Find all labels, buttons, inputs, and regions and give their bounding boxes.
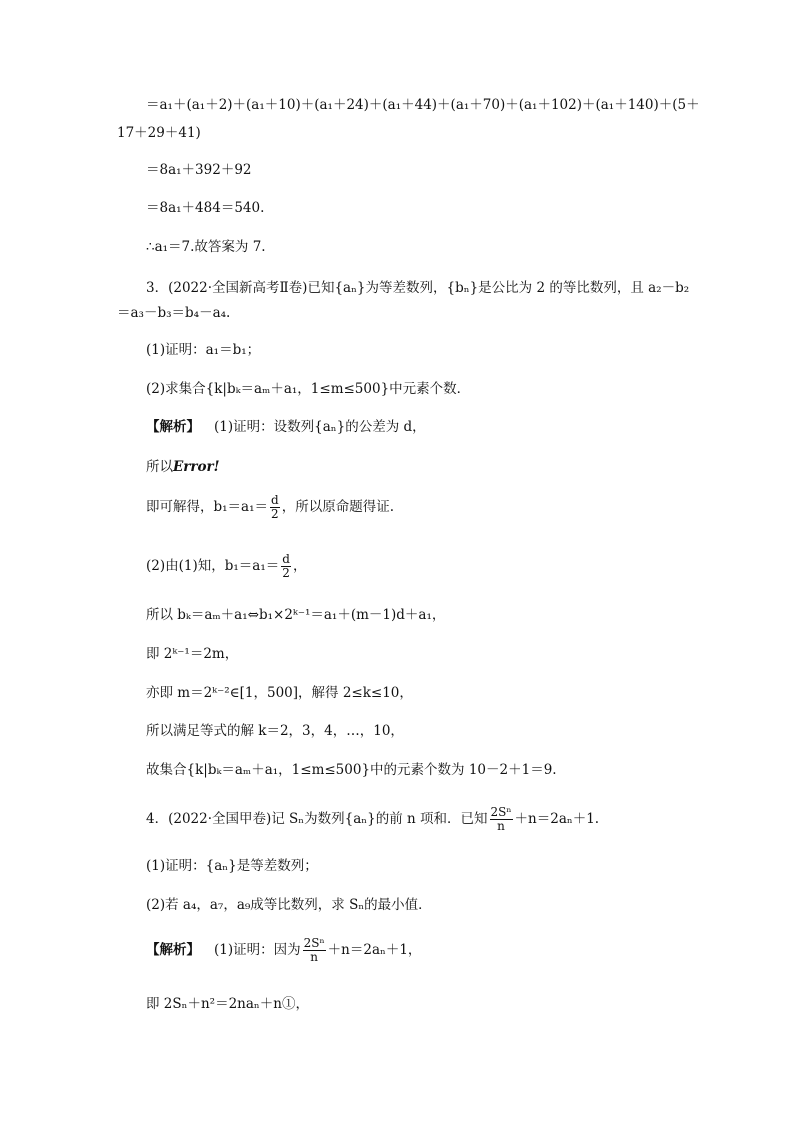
problem-4-part-2: (2)若 a₄，a₇，a₉成等比数列，求 Sₙ的最小值． (146, 897, 432, 913)
text: 4．(2022·全国甲卷)记 Sₙ为数列{aₙ}的前 n 项和．已知 (146, 811, 488, 827)
solution-tag: 【解析】 (146, 942, 200, 958)
solution-3-line-3 (146, 494, 394, 521)
equation-line-1: ＝a₁＋(a₁＋2)＋(a₁＋10)＋(a₁＋24)＋(a₁＋44)＋(a₁＋70)＋(a₁＋102)＋(a₁＋140)＋(5＋ (146, 97, 700, 113)
numerator: d (282, 552, 290, 566)
text: ， (292, 558, 307, 574)
problem-4-statement (146, 806, 599, 833)
fraction (281, 553, 291, 580)
solution-tag: 【解析】 (146, 419, 200, 435)
solution-3-line-4 (146, 553, 306, 580)
numerator: 2Sⁿ (303, 936, 325, 950)
text: ，所以原命题得证. (281, 499, 394, 515)
equation-line-2: 17＋29＋41) (117, 125, 201, 141)
equation-line-4: ＝8a₁＋484＝540. (146, 200, 265, 216)
text: ＋n＝2aₙ＋1， (327, 942, 422, 958)
problem-3-part-2: (2)求集合{k|bₖ＝aₘ＋a₁，1≤m≤500}中元素个数． (146, 381, 471, 397)
fraction (303, 937, 326, 964)
solution-3-line-6: 即 2ᵏ⁻¹＝2m， (146, 646, 239, 662)
numerator: 2Sⁿ (490, 805, 512, 819)
conclusion-line: ∴a₁＝7.故答案为 7. (146, 239, 266, 255)
solution-3-line-2 (146, 458, 220, 476)
denominator: n (310, 950, 319, 964)
solution-3-line-1 (146, 418, 426, 436)
text: 即可解得，b₁＝a₁＝ (146, 499, 269, 515)
solution-text: (1)证明：设数列{aₙ}的公差为 d， (214, 419, 426, 435)
problem-3-statement: 3．(2022·全国新高考Ⅱ卷)已知{aₙ}为等差数列，{bₙ}是公比为 2 的等比数列，且 a₂－b₂ (146, 280, 690, 296)
denominator: n (497, 819, 505, 833)
solution-3-line-8: 所以满足等式的解 k＝2，3，4，…，10， (146, 723, 404, 739)
text: (2)由(1)知，b₁＝a₁＝ (146, 558, 280, 574)
solution-3-line-5: 所以 bₖ＝aₘ＋a₁⇔b₁×2ᵏ⁻¹＝a₁＋(m－1)d＋a₁， (146, 607, 446, 623)
problem-4-part-1: (1)证明：{aₙ}是等差数列； (146, 858, 318, 874)
error-text: Error! (173, 459, 220, 475)
numerator: d (271, 493, 279, 507)
solution-3-line-9: 故集合{k|bₖ＝aₘ＋a₁，1≤m≤500}中的元素个数为 10－2＋1＝9. (146, 762, 557, 778)
problem-3-part-1: (1)证明：a₁＝b₁； (146, 342, 261, 358)
problem-3-statement-cont: ＝a₃－b₃＝b₄－a₄. (117, 305, 231, 321)
solution-4-line-2: 即 2Sₙ＋n²＝2naₙ＋n①， (146, 996, 309, 1012)
fraction (490, 806, 513, 833)
text: ＋n＝2aₙ＋1. (514, 811, 600, 827)
text: 所以 (146, 459, 173, 475)
denominator: 2 (271, 507, 279, 521)
solution-3-line-7: 亦即 m＝2ᵏ⁻²∈[1，500]，解得 2≤k≤10， (146, 685, 413, 701)
text: (1)证明：因为 (214, 942, 301, 958)
solution-4-line-1 (146, 937, 421, 964)
equation-line-3: ＝8a₁＋392＋92 (146, 162, 252, 178)
denominator: 2 (282, 566, 290, 580)
fraction (270, 494, 280, 521)
